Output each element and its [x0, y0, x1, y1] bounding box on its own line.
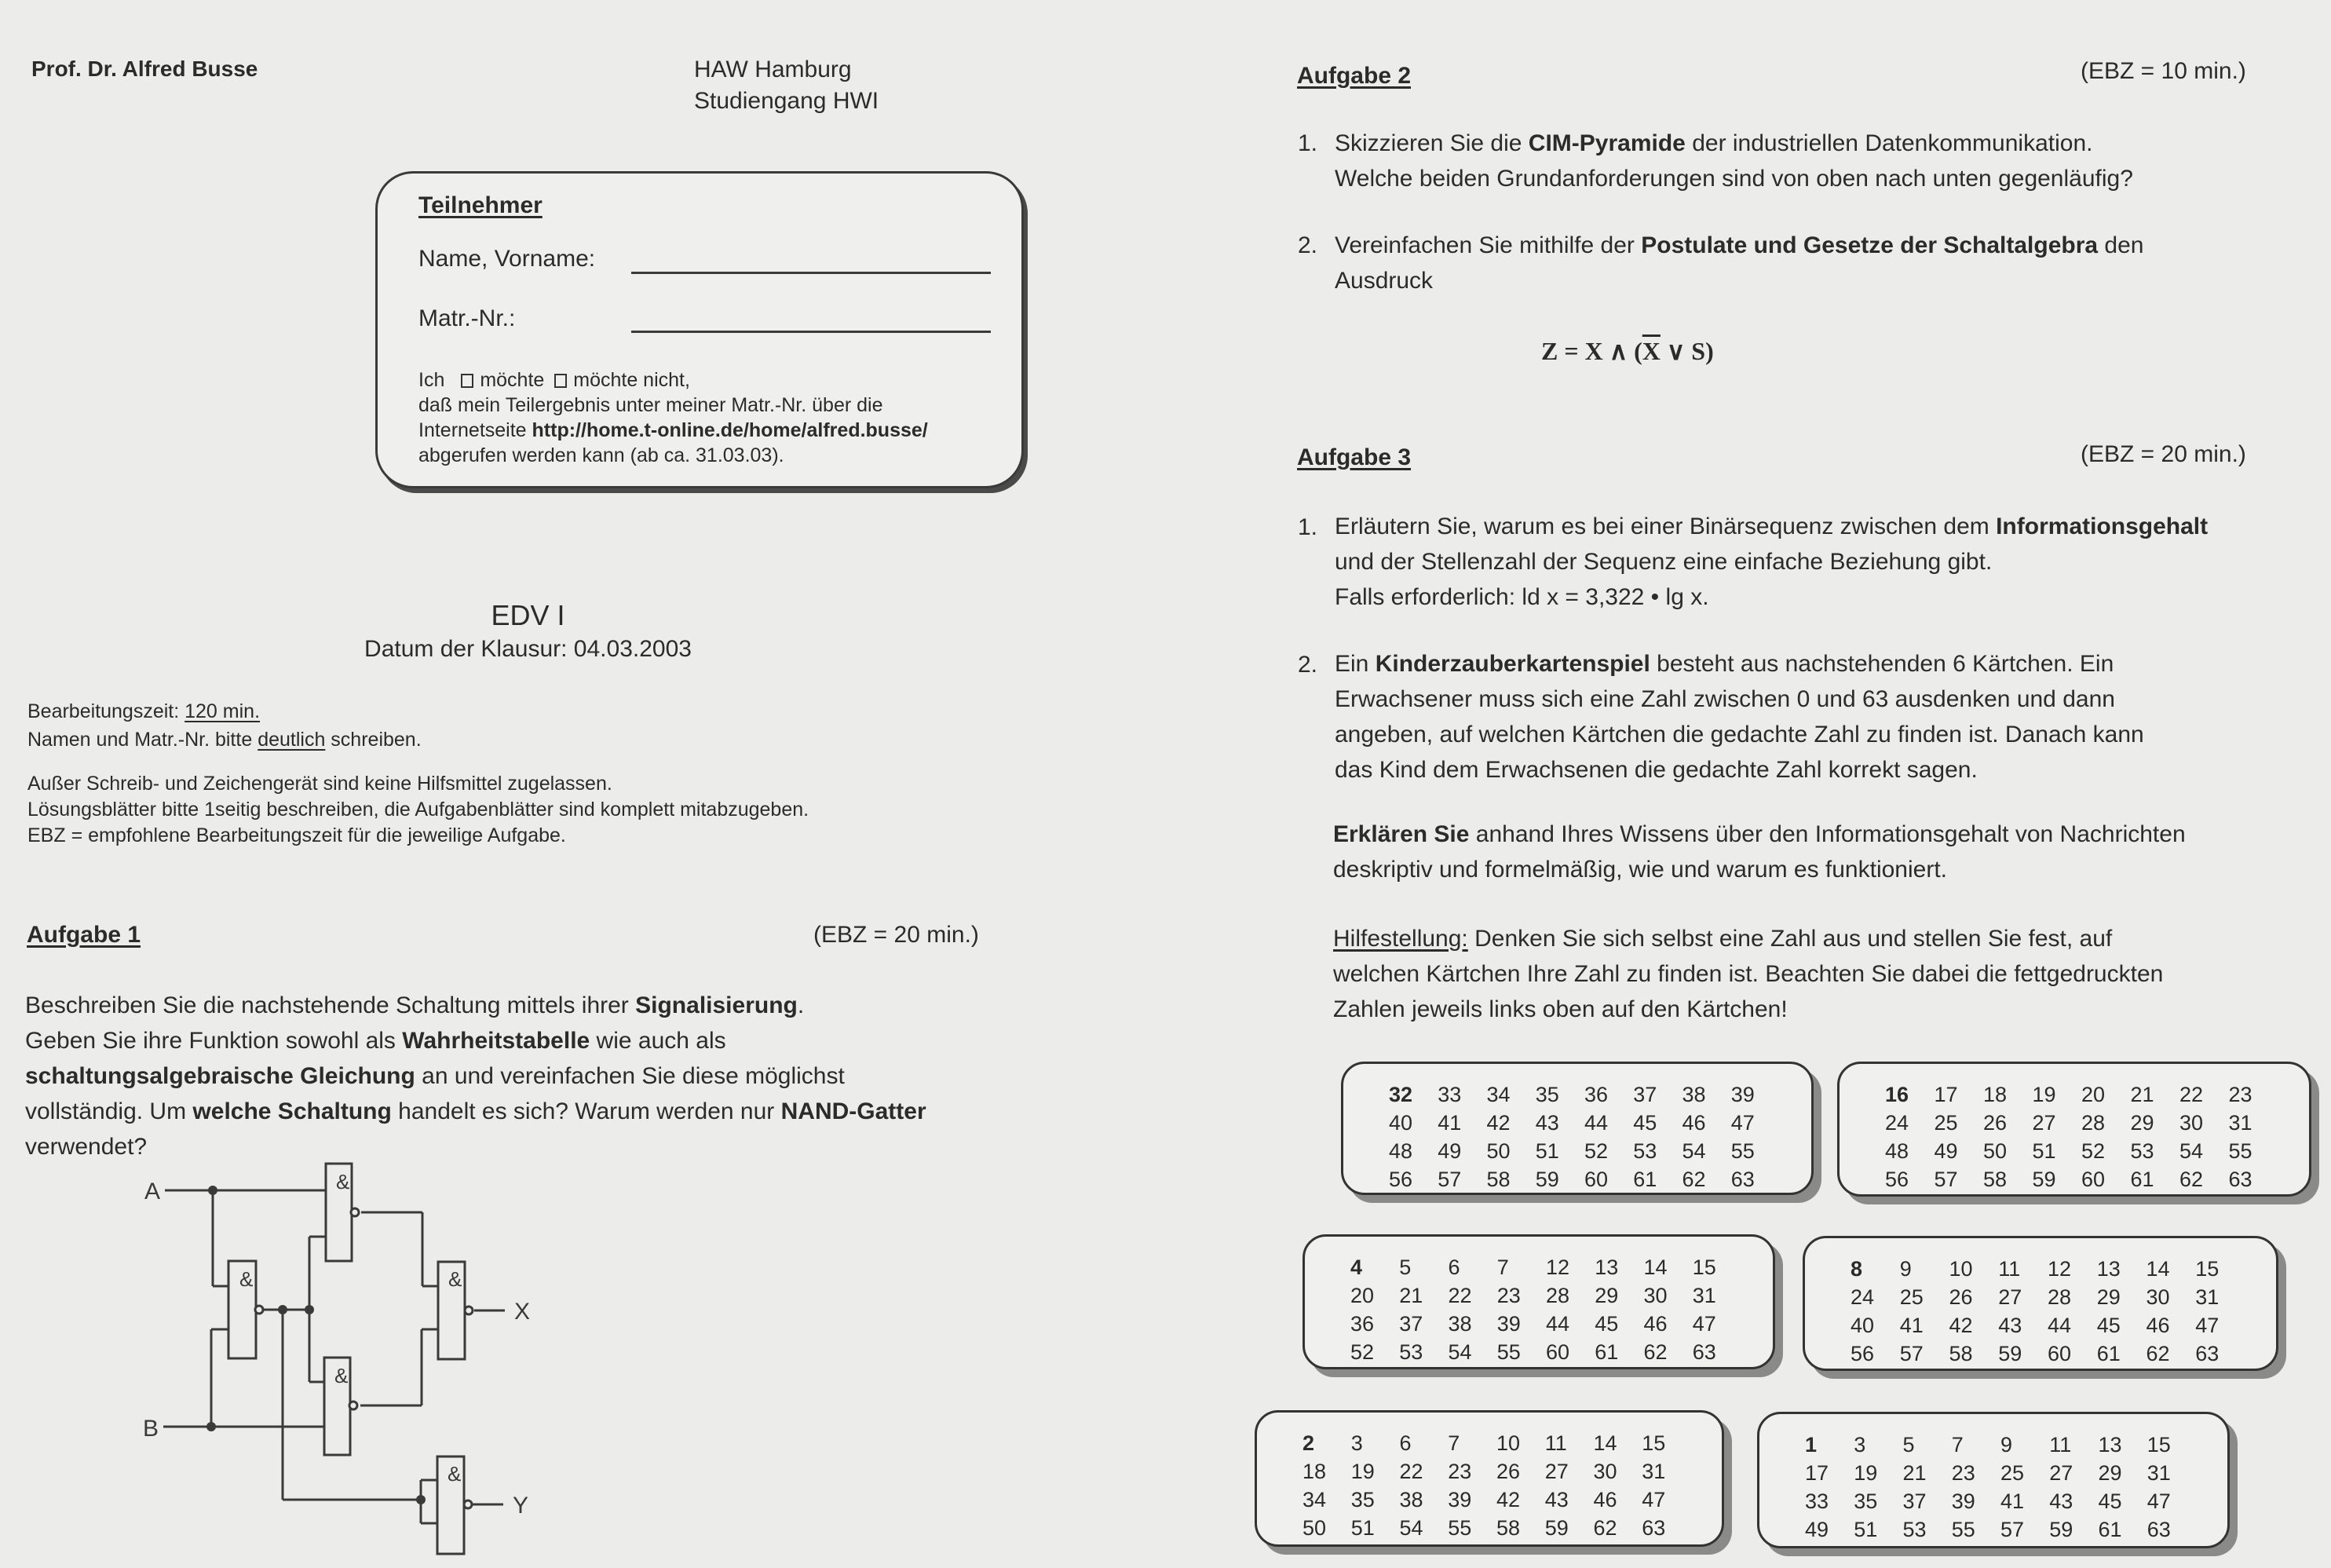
card-number: 63	[2146, 1518, 2171, 1541]
card-number: 63	[1730, 1168, 1755, 1191]
card-number: 41	[1899, 1314, 1924, 1337]
card-number: 27	[1544, 1460, 1569, 1483]
card-number: 22	[1448, 1284, 1472, 1307]
matr-field[interactable]	[631, 331, 991, 333]
card-number: 61	[2130, 1168, 2154, 1191]
card-number: 50	[1486, 1139, 1511, 1163]
aufgabe1-line: Geben Sie ihre Funktion sowohl als Wahrheitstabelle wie auch als	[25, 1028, 726, 1054]
aufgabe1-title: Aufgabe 1	[27, 922, 141, 948]
card-number: 56	[1885, 1168, 1909, 1191]
card-number: 47	[2195, 1314, 2220, 1337]
card-number: 19	[1854, 1461, 1878, 1485]
card-number: 59	[1535, 1168, 1559, 1191]
card-number: 39	[1496, 1312, 1521, 1336]
card-number: 42	[1949, 1314, 1973, 1337]
card-number: 23	[1448, 1460, 1472, 1483]
card-number: 15	[1642, 1431, 1666, 1455]
card-number: 37	[1902, 1489, 1927, 1513]
card-number: 59	[2049, 1518, 2073, 1541]
card-number: 61	[1595, 1340, 1619, 1364]
card-number: 31	[1692, 1284, 1716, 1307]
card-number: 43	[1998, 1314, 2022, 1337]
card-number: 61	[2098, 1518, 2122, 1541]
magic-card-2	[1255, 1410, 1724, 1547]
card-number: 54	[1682, 1139, 1706, 1163]
card-number: 35	[1535, 1083, 1559, 1106]
card-number: 59	[1544, 1516, 1569, 1540]
card-number: 56	[1389, 1168, 1413, 1191]
card-key-number: 2	[1303, 1431, 1315, 1455]
boolean-formula: Z = X ∧ ($\overline{X}$ ∨ S)	[1541, 337, 1714, 365]
card-key-number: 16	[1885, 1083, 1909, 1106]
card-number: 49	[1805, 1518, 1829, 1541]
card-number: 55	[1951, 1518, 1975, 1541]
card-number: 37	[1633, 1083, 1657, 1106]
card-number: 21	[1399, 1284, 1423, 1307]
card-number: 26	[1983, 1111, 2008, 1135]
card-number: 47	[2146, 1489, 2171, 1513]
card-number: 39	[1448, 1488, 1472, 1511]
duration-value: 120 min.	[185, 700, 261, 722]
card-number: 59	[1998, 1342, 2022, 1365]
card-number: 36	[1350, 1312, 1375, 1336]
card-number: 52	[1584, 1139, 1609, 1163]
card-key-number: 32	[1389, 1083, 1413, 1106]
gate2-symbol: &	[336, 1170, 350, 1193]
card-number: 5	[1399, 1255, 1412, 1279]
aufgabe1-ebz: (EBZ = 20 min.)	[813, 922, 979, 948]
card-number: 62	[1643, 1340, 1668, 1364]
card-number: 5	[1902, 1433, 1915, 1457]
aufgabe1-line: verwendet?	[25, 1134, 148, 1160]
aufgabe3-ebz: (EBZ = 20 min.)	[2081, 441, 2246, 467]
aufgabe2-item2: Vereinfachen Sie mithilfe der Postulate und Gesetze der Schaltalgebra den Ausdruck	[1335, 232, 2144, 294]
card-number: 10	[1949, 1257, 1973, 1281]
sheets-note: Lösungsblätter bitte 1seitig beschreiben, die Aufgabenblätter sind komplett mitabzugeben.	[27, 799, 809, 821]
card-number: 14	[1593, 1431, 1617, 1455]
author-name: Prof. Dr. Alfred Busse	[31, 57, 258, 81]
card-number: 28	[2048, 1285, 2072, 1309]
magic-card-8	[1803, 1236, 2278, 1371]
card-number: 26	[1496, 1460, 1521, 1483]
card-number: 46	[1682, 1111, 1706, 1135]
card-number: 46	[2146, 1314, 2170, 1337]
card-number: 20	[1350, 1284, 1375, 1307]
input-a-label: A	[144, 1179, 161, 1204]
card-number: 12	[1546, 1255, 1570, 1279]
card-number: 11	[1544, 1431, 1567, 1455]
card-number: 38	[1682, 1083, 1706, 1106]
card-number: 36	[1584, 1083, 1609, 1106]
card-number: 61	[2096, 1342, 2121, 1365]
card-number: 49	[1438, 1139, 1462, 1163]
card-number: 53	[2130, 1139, 2154, 1163]
exam-date: Datum der Klausur: 04.03.2003	[364, 636, 692, 662]
card-number: 22	[2179, 1083, 2204, 1106]
card-number: 58	[1486, 1168, 1511, 1191]
consent-text	[418, 367, 928, 468]
consent-yes-label: möchte	[480, 369, 545, 391]
aufgabe3-hint: Hilfestellung: Denken Sie sich selbst eine Zahl aus und stellen Sie fest, auf welchen Kärtchen Ihre Zahl zu finden ist. Beachten Sie dabei die fettgedruckten Zahlen jeweils links oben auf den Kärtchen!	[1333, 926, 2164, 1022]
consent-url-link[interactable]: http://home.t-online.de/home/alfred.busse/	[532, 419, 928, 441]
participant-box-title: Teilnehmer	[418, 192, 543, 218]
card-number: 57	[1438, 1168, 1462, 1191]
card-number: 47	[1642, 1488, 1666, 1511]
card-number: 51	[1350, 1516, 1375, 1540]
output-x-label: X	[514, 1299, 531, 1325]
card-number: 23	[2228, 1083, 2252, 1106]
aufgabe3-item1-number: 1.	[1298, 514, 1318, 540]
card-number: 58	[1949, 1342, 1973, 1365]
card-key-number: 4	[1350, 1255, 1363, 1279]
name-field[interactable]	[631, 272, 991, 274]
card-number: 45	[1633, 1111, 1657, 1135]
card-key-number: 8	[1851, 1257, 1863, 1281]
card-number: 17	[1805, 1461, 1829, 1485]
card-number: 29	[2130, 1111, 2154, 1135]
card-number: 33	[1438, 1083, 1462, 1106]
card-number: 49	[1934, 1139, 1958, 1163]
junction-dots	[206, 1186, 426, 1504]
card-number: 41	[1438, 1111, 1462, 1135]
institution: HAW Hamburg	[694, 57, 852, 82]
aufgabe3-item2: Ein Kinderzauberkartenspiel besteht aus nachstehenden 6 Kärtchen. Ein Erwachsener muss sich eine Zahl zwischen 0 und 63 ausdenken und dann angeben, auf welchen Kärtchen die gedachte Zahl zu finden ist. Danach kann das Kind dem Erwachsenen die gedachte Zahl korrekt sagen.	[1335, 651, 2144, 783]
card-number: 28	[2081, 1111, 2106, 1135]
card-number: 3	[1350, 1431, 1363, 1455]
card-number: 54	[1448, 1340, 1472, 1364]
card-number: 63	[1642, 1516, 1666, 1540]
card-number: 27	[2049, 1461, 2073, 1485]
gate1-symbol: &	[239, 1267, 254, 1291]
aufgabe2-ebz: (EBZ = 10 min.)	[2081, 58, 2246, 84]
card-number: 31	[2228, 1111, 2252, 1135]
card-number: 30	[2179, 1111, 2204, 1135]
card-number: 14	[1643, 1255, 1668, 1279]
consent-ich: Ich	[418, 369, 445, 391]
card-number: 58	[1496, 1516, 1521, 1540]
card-number: 62	[2179, 1168, 2204, 1191]
aufgabe2-item1-number: 1.	[1298, 130, 1318, 156]
card-number: 21	[2130, 1083, 2154, 1106]
consent-yes-checkbox[interactable]	[461, 374, 473, 388]
card-number: 31	[2195, 1285, 2220, 1309]
card-number: 55	[2228, 1139, 2252, 1163]
card-number: 45	[2096, 1314, 2121, 1337]
card-number: 47	[1730, 1111, 1755, 1135]
card-number: 18	[1983, 1083, 2008, 1106]
card-number: 52	[2081, 1139, 2106, 1163]
card-number: 57	[1899, 1342, 1924, 1365]
aids-note: Außer Schreib- und Zeichengerät sind keine Hilfsmittel zugelassen.	[27, 773, 612, 795]
instructions-block-2	[27, 771, 809, 849]
card-number: 15	[1692, 1255, 1716, 1279]
aufgabe1-line: Beschreiben Sie die nachstehende Schaltung mittels ihrer Signalisierung.	[25, 992, 805, 1018]
card-number: 3	[1854, 1433, 1866, 1457]
card-number: 11	[2049, 1433, 2072, 1457]
card-number: 31	[2146, 1461, 2171, 1485]
card-number: 51	[2032, 1139, 2056, 1163]
card-number: 13	[1595, 1255, 1619, 1279]
card-number: 18	[1303, 1460, 1327, 1483]
card-number: 10	[1496, 1431, 1521, 1455]
card-number: 55	[1730, 1139, 1755, 1163]
card-number: 63	[2195, 1342, 2220, 1365]
card-number: 30	[1643, 1284, 1668, 1307]
card-number: 54	[2179, 1139, 2204, 1163]
aufgabe2-item1: Skizzieren Sie die CIM-Pyramide der industriellen Datenkommunikation. Welche beiden Grundanforderungen sind von oben nach unten gegenläufig?	[1335, 130, 2133, 192]
card-number: 55	[1496, 1340, 1521, 1364]
magic-card-4	[1303, 1234, 1775, 1369]
aufgabe1-line: schaltungsalgebraische Gleichung an und vereinfachen Sie diese möglichst	[25, 1063, 845, 1089]
card-number: 15	[2195, 1257, 2220, 1281]
ebz-definition: EBZ = empfohlene Bearbeitungszeit für die jeweilige Aufgabe.	[27, 824, 566, 846]
card-number: 50	[1983, 1139, 2008, 1163]
card-number: 39	[1730, 1083, 1755, 1106]
card-number: 44	[1546, 1312, 1570, 1336]
card-number: 27	[1998, 1285, 2022, 1309]
card-number: 13	[2098, 1433, 2122, 1457]
card-number: 35	[1350, 1488, 1375, 1511]
gate4-symbol: &	[448, 1267, 462, 1291]
card-number: 41	[2000, 1489, 2025, 1513]
card-number: 57	[2000, 1518, 2025, 1541]
gate3-symbol: &	[334, 1364, 349, 1387]
card-number: 21	[1902, 1461, 1927, 1485]
card-number: 63	[1692, 1340, 1716, 1364]
card-number: 6	[1448, 1255, 1460, 1279]
card-number: 28	[1546, 1284, 1570, 1307]
card-number: 17	[1934, 1083, 1958, 1106]
exam-title: EDV I	[491, 599, 565, 631]
card-number: 11	[1998, 1257, 2021, 1281]
card-number: 59	[2032, 1168, 2056, 1191]
consent-line4: abgerufen werden kann (ab ca. 31.03.03).	[418, 444, 784, 466]
card-number: 23	[1951, 1461, 1975, 1485]
card-number: 7	[1448, 1431, 1460, 1455]
card-number: 61	[1633, 1168, 1657, 1191]
aufgabe1-line: vollständig. Um welche Schaltung handelt es sich? Warum werden nur NAND-Gatter	[25, 1098, 926, 1124]
card-number: 52	[1350, 1340, 1375, 1364]
card-number: 39	[1951, 1489, 1975, 1513]
input-b-label: B	[143, 1416, 159, 1442]
card-number: 47	[1692, 1312, 1716, 1336]
card-number: 60	[1584, 1168, 1609, 1191]
card-number: 35	[1854, 1489, 1878, 1513]
consent-no-checkbox[interactable]	[554, 374, 567, 388]
card-number: 53	[1902, 1518, 1927, 1541]
card-number: 40	[1851, 1314, 1875, 1337]
card-number: 40	[1389, 1111, 1413, 1135]
card-number: 27	[2032, 1111, 2056, 1135]
aufgabe3-title: Aufgabe 3	[1297, 444, 1412, 470]
card-key-number: 1	[1805, 1433, 1818, 1457]
card-number: 15	[2146, 1433, 2171, 1457]
card-number: 33	[1805, 1489, 1829, 1513]
card-number: 42	[1486, 1111, 1511, 1135]
card-number: 7	[1496, 1255, 1509, 1279]
output-y-label: Y	[513, 1493, 529, 1519]
card-number: 25	[1899, 1285, 1924, 1309]
card-number: 25	[1934, 1111, 1958, 1135]
card-number: 53	[1633, 1139, 1657, 1163]
name-label: Name, Vorname:	[418, 246, 596, 272]
card-number: 37	[1399, 1312, 1423, 1336]
card-number: 44	[1584, 1111, 1609, 1135]
card-number: 24	[1851, 1285, 1875, 1309]
card-number: 45	[1595, 1312, 1619, 1336]
card-number: 9	[1899, 1257, 1912, 1281]
card-number: 44	[2048, 1314, 2072, 1337]
consent-line2: daß mein Teilergebnis unter meiner Matr.-Nr. über die	[418, 394, 883, 416]
card-number: 55	[1448, 1516, 1472, 1540]
card-number: 50	[1303, 1516, 1327, 1540]
participant-box	[375, 171, 1024, 488]
card-number: 30	[2146, 1285, 2170, 1309]
card-number: 26	[1949, 1285, 1973, 1309]
card-number: 60	[1546, 1340, 1570, 1364]
magic-card-1	[1757, 1412, 2230, 1548]
card-number: 63	[2228, 1168, 2252, 1191]
card-number: 58	[1983, 1168, 2008, 1191]
negated-x: $\overline{X}$	[1642, 337, 1661, 365]
card-number: 43	[1535, 1111, 1559, 1135]
matr-label: Matr.-Nr.:	[418, 305, 516, 331]
card-number: 43	[2049, 1489, 2073, 1513]
card-number: 22	[1399, 1460, 1423, 1483]
card-number: 48	[1885, 1139, 1909, 1163]
card-number: 45	[2098, 1489, 2122, 1513]
card-number: 56	[1851, 1342, 1875, 1365]
card-number: 53	[1399, 1340, 1423, 1364]
card-number: 43	[1544, 1488, 1569, 1511]
card-number: 54	[1399, 1516, 1423, 1540]
aufgabe1-body	[25, 988, 926, 1164]
card-number: 57	[1934, 1168, 1958, 1191]
card-number: 30	[1593, 1460, 1617, 1483]
card-number: 9	[2000, 1433, 2013, 1457]
card-number: 62	[1682, 1168, 1706, 1191]
card-number: 62	[2146, 1342, 2170, 1365]
card-number: 62	[1593, 1516, 1617, 1540]
card-number: 19	[1350, 1460, 1375, 1483]
consent-no-label: möchte nicht,	[573, 369, 690, 391]
instructions-block-1: Bearbeitungszeit: 120 min. Namen und Matr.-Nr. bitte deutlich schreiben.	[27, 700, 422, 751]
card-number: 29	[2098, 1461, 2122, 1485]
card-number: 25	[2000, 1461, 2025, 1485]
card-number: 13	[2096, 1257, 2121, 1281]
aufgabe3-explain: Erklären Sie anhand Ihres Wissens über den Informationsgehalt von Nachrichten deskriptiv und formelmäßig, wie und warum es funktioniert.	[1333, 821, 2186, 883]
card-number: 20	[2081, 1083, 2106, 1106]
aufgabe3-item1: Erläutern Sie, warum es bei einer Binärsequenz zwischen dem Informationsgehalt und der Stellenzahl der Sequenz eine einfache Beziehung gibt. Falls erforderlich: ld x = 3,322 • lg x.	[1335, 514, 2209, 610]
card-number: 38	[1399, 1488, 1423, 1511]
card-number: 60	[2048, 1342, 2072, 1365]
gate5-symbol: &	[448, 1462, 462, 1486]
card-number: 42	[1496, 1488, 1521, 1511]
card-number: 12	[2048, 1257, 2072, 1281]
aufgabe3-item2-number: 2.	[1298, 652, 1318, 678]
card-number: 6	[1399, 1431, 1412, 1455]
card-number: 24	[1885, 1111, 1909, 1135]
card-number: 23	[1496, 1284, 1521, 1307]
card-number: 51	[1854, 1518, 1878, 1541]
card-number: 34	[1303, 1488, 1327, 1511]
magic-card-16	[1837, 1062, 2311, 1197]
card-number: 34	[1486, 1083, 1511, 1106]
study-program: Studiengang HWI	[694, 88, 879, 114]
card-number: 46	[1593, 1488, 1617, 1511]
card-number: 46	[1643, 1312, 1668, 1336]
card-number: 7	[1951, 1433, 1964, 1457]
card-number: 48	[1389, 1139, 1413, 1163]
aufgabe2-title: Aufgabe 2	[1297, 63, 1412, 89]
card-number: 14	[2146, 1257, 2170, 1281]
card-number: 38	[1448, 1312, 1472, 1336]
magic-card-32	[1341, 1062, 1814, 1195]
card-number: 19	[2032, 1083, 2056, 1106]
consent-line3: Internetseite	[418, 419, 532, 441]
card-number: 29	[1595, 1284, 1619, 1307]
aufgabe2-item2-number: 2.	[1298, 232, 1318, 258]
card-number: 60	[2081, 1168, 2106, 1191]
nand-circuit-diagram	[118, 1146, 864, 1568]
card-number: 51	[1535, 1139, 1559, 1163]
card-number: 31	[1642, 1460, 1666, 1483]
card-number: 29	[2096, 1285, 2121, 1309]
